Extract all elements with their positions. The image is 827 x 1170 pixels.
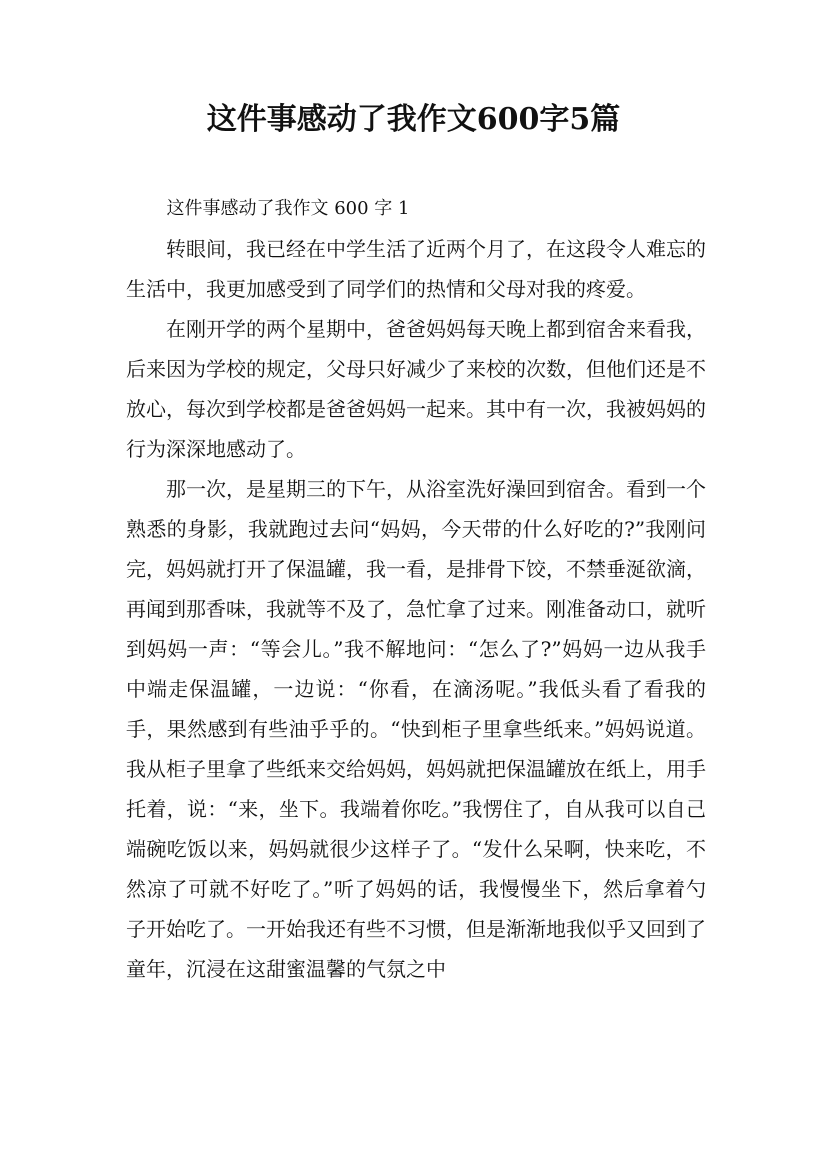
paragraph-1: 转眼间，我已经在中学生活了近两个月了，在这段令人难忘的生活中，我更加感受到了同学们的热情和父母对我的疼爱。 (126, 237, 706, 301)
document-body (126, 189, 706, 989)
section-heading: 这件事感动了我作文 600 字 1 (166, 198, 410, 219)
paragraph-2: 在刚开学的两个星期中，爸爸妈妈每天晚上都到宿舍来看我，后来因为学校的规定，父母只好减少了来校的次数，但他们还是不放心，每次到学校都是爸爸妈妈一起来。其中有一次，我被妈妈的行为深深地感动了。 (126, 317, 706, 461)
paragraph-3: 那一次，是星期三的下午，从浴室洗好澡回到宿舍。看到一个熟悉的身影，我就跑过去问“妈妈，今天带的什么好吃的?”我刚问完，妈妈就打开了保温罐，我一看，是排骨下饺，不禁垂涎欲滴，再闻到那香味，我就等不及了，急忙拿了过来。刚准备动口，就听到妈妈一声：“等会儿。”我不解地问：“怎么了?”妈妈一边从我手中端走保温罐，一边说：“你看，在滴汤呢。”我低头看了看我的手，果然感到有些油乎乎的。“快到柜子里拿些纸来。”妈妈说道。我从柜子里拿了些纸来交给妈妈，妈妈就把保温罐放在纸上，用手托着，说：“来，坐下。我端着你吃。”我愣住了，自从我可以自己端碗吃饭以来，妈妈就很少这样子了。“发什么呆啊，快来吃，不然凉了可就不好吃了。”听了妈妈的话，我慢慢坐下，然后拿着勺子开始吃了。一开始我还有些不习惯，但是渐渐地我似乎又回到了童年，沉浸在这甜蜜温馨的气氛之中 (126, 477, 706, 981)
document-title: 这件事感动了我作文600字5篇 (206, 102, 621, 137)
